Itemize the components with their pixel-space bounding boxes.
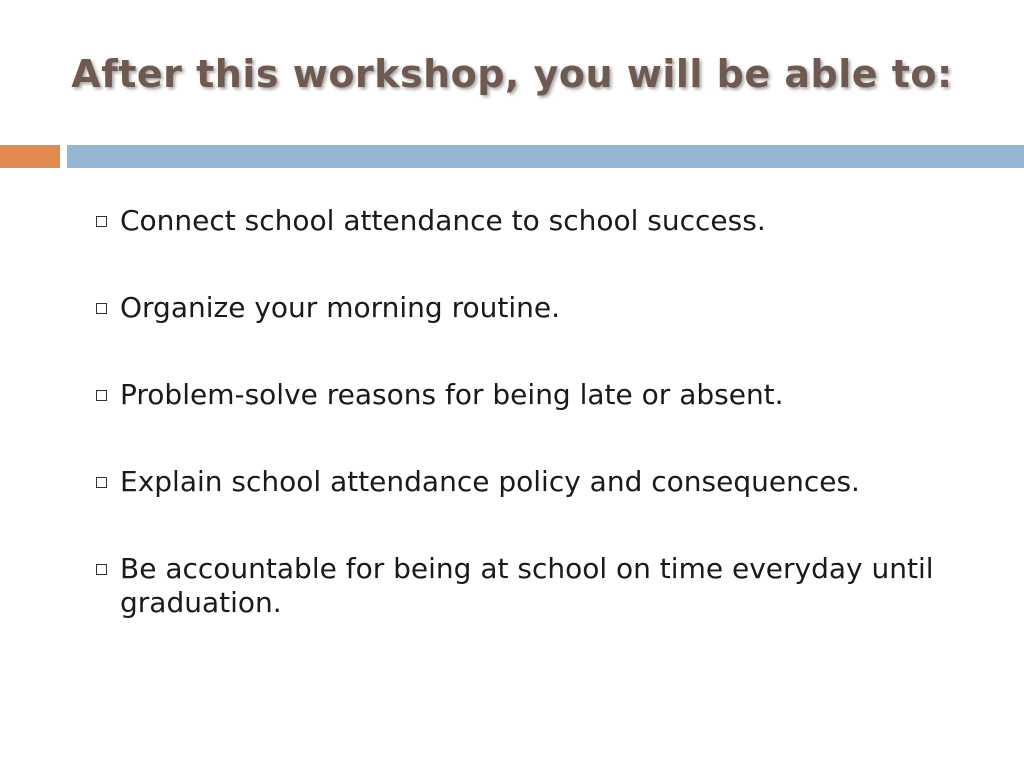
bullet-text: Problem-solve reasons for being late or absent. bbox=[120, 378, 784, 411]
bullet-list bbox=[95, 204, 975, 673]
bullet-text: Be accountable for being at school on time everyday until graduation. bbox=[120, 552, 934, 619]
bullet-text: Explain school attendance policy and consequences. bbox=[120, 465, 860, 498]
square-bullet-icon bbox=[96, 390, 107, 401]
bullet-item bbox=[95, 204, 975, 238]
slide-title: After this workshop, you will be able to: bbox=[71, 52, 953, 96]
bullet-text: Organize your morning routine. bbox=[120, 291, 560, 324]
bullet-text: Connect school attendance to school success. bbox=[120, 204, 766, 237]
square-bullet-icon bbox=[96, 564, 107, 575]
accent-bar-blue bbox=[67, 145, 1024, 168]
accent-bar-orange bbox=[0, 145, 60, 168]
bullet-item bbox=[95, 378, 975, 412]
square-bullet-icon bbox=[96, 477, 107, 488]
square-bullet-icon bbox=[96, 216, 107, 227]
bullet-item bbox=[95, 291, 975, 325]
bullet-item bbox=[95, 552, 975, 620]
square-bullet-icon bbox=[96, 303, 107, 314]
bullet-item bbox=[95, 465, 975, 499]
